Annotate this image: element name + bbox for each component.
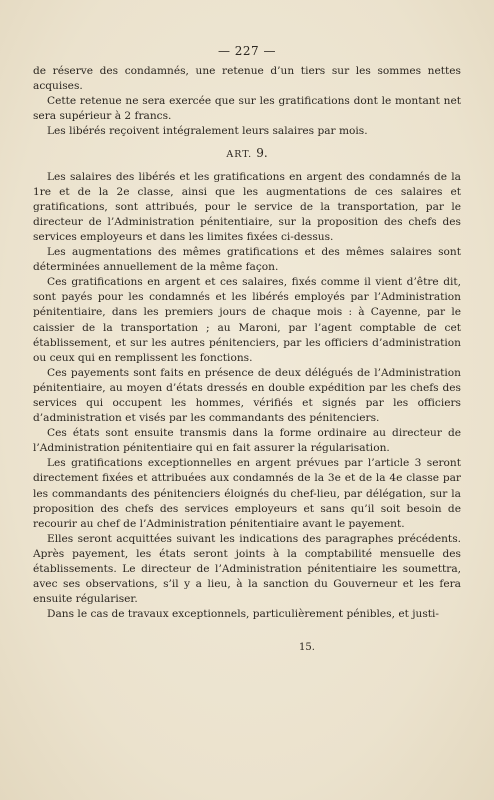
paragraph: Elles seront acquittées suivant les indications des paragraphes précédents. Après payement, les états seront joints à la comptabilité mensuelle des établissements. Le directeur de l’Administration pénitentiaire les soumettra, avec ses observations, s’il y a lieu, à la sanction du Gouverneur et les fera ensuite régulariser. bbox=[33, 532, 461, 606]
signature-mark: 15. bbox=[299, 642, 315, 653]
article-label: ART. bbox=[226, 149, 253, 161]
paragraph: Les augmentations des mêmes gratifications et des mêmes salaires sont déterminées annuellement de la même façon. bbox=[33, 246, 461, 274]
paragraph: Dans le cas de travaux exceptionnels, particulièrement pénibles, et justi- bbox=[47, 608, 439, 621]
page-body bbox=[33, 64, 461, 622]
paragraph: de réserve des condamnés, une retenue d’un tiers sur les sommes nettes acquises. bbox=[33, 65, 461, 93]
paragraph: Les libérés reçoivent intégralement leurs salaires par mois. bbox=[47, 125, 368, 138]
paragraph: Les gratifications exceptionnelles en argent prévues par l’article 3 seront directement fixées et attribuées aux condamnés de la 3e et de la 4e classe par les commandants des pénitenciers éloignés du chef-lieu, par délégation, sur la proposition des chefs des services employeurs et sans qu’il soit besoin de recourir au chef de l’Administration pénitentiaire avant le payement. bbox=[33, 457, 461, 530]
paragraph: Les salaires des libérés et les gratifications en argent des condamnés de la 1re et de la 2e classe, ainsi que les augmentations de ces salaires et gratifications, sont attribués, pour le service de la transportation, par le directeur de l’Administration pénitentiaire, sur la proposition des chefs des services employeurs et dans les limites fixées ci-dessus. bbox=[33, 170, 461, 243]
page-number: — 227 — bbox=[217, 44, 277, 58]
paragraph: Ces gratifications en argent et ces salaires, fixés comme il vient d’être dit, sont payés pour les condamnés et les libérés employés par l’Administration pénitentiaire, dans les premiers jours de chaque mois : à Cayenne, par le caissier de la transportation ; au Maroni, par l’agent comptable de cet établissement, et sur les autres pénitenciers, par les officiers d’administration ou ceux qui en remplissent les fonctions. bbox=[33, 276, 461, 364]
paragraph: Ces payements sont faits en présence de deux délégués de l’Administration pénitentiaire, au moyen d’états dressés en double expédition par les chefs des services qui occupent les hommes, vérifiés et signés par les officiers d’administration et visés par les commandants des pénitenciers. bbox=[33, 366, 461, 425]
article-heading bbox=[33, 146, 461, 162]
paragraph: Cette retenue ne sera exercée que sur les gratifications dont le montant net sera supérieur à 2 francs. bbox=[33, 95, 461, 123]
article-number: 9. bbox=[256, 146, 268, 161]
paragraph: Ces états sont ensuite transmis dans la forme ordinaire au directeur de l’Administration pénitentiaire qui en fait assurer la régularisation. bbox=[33, 427, 461, 455]
